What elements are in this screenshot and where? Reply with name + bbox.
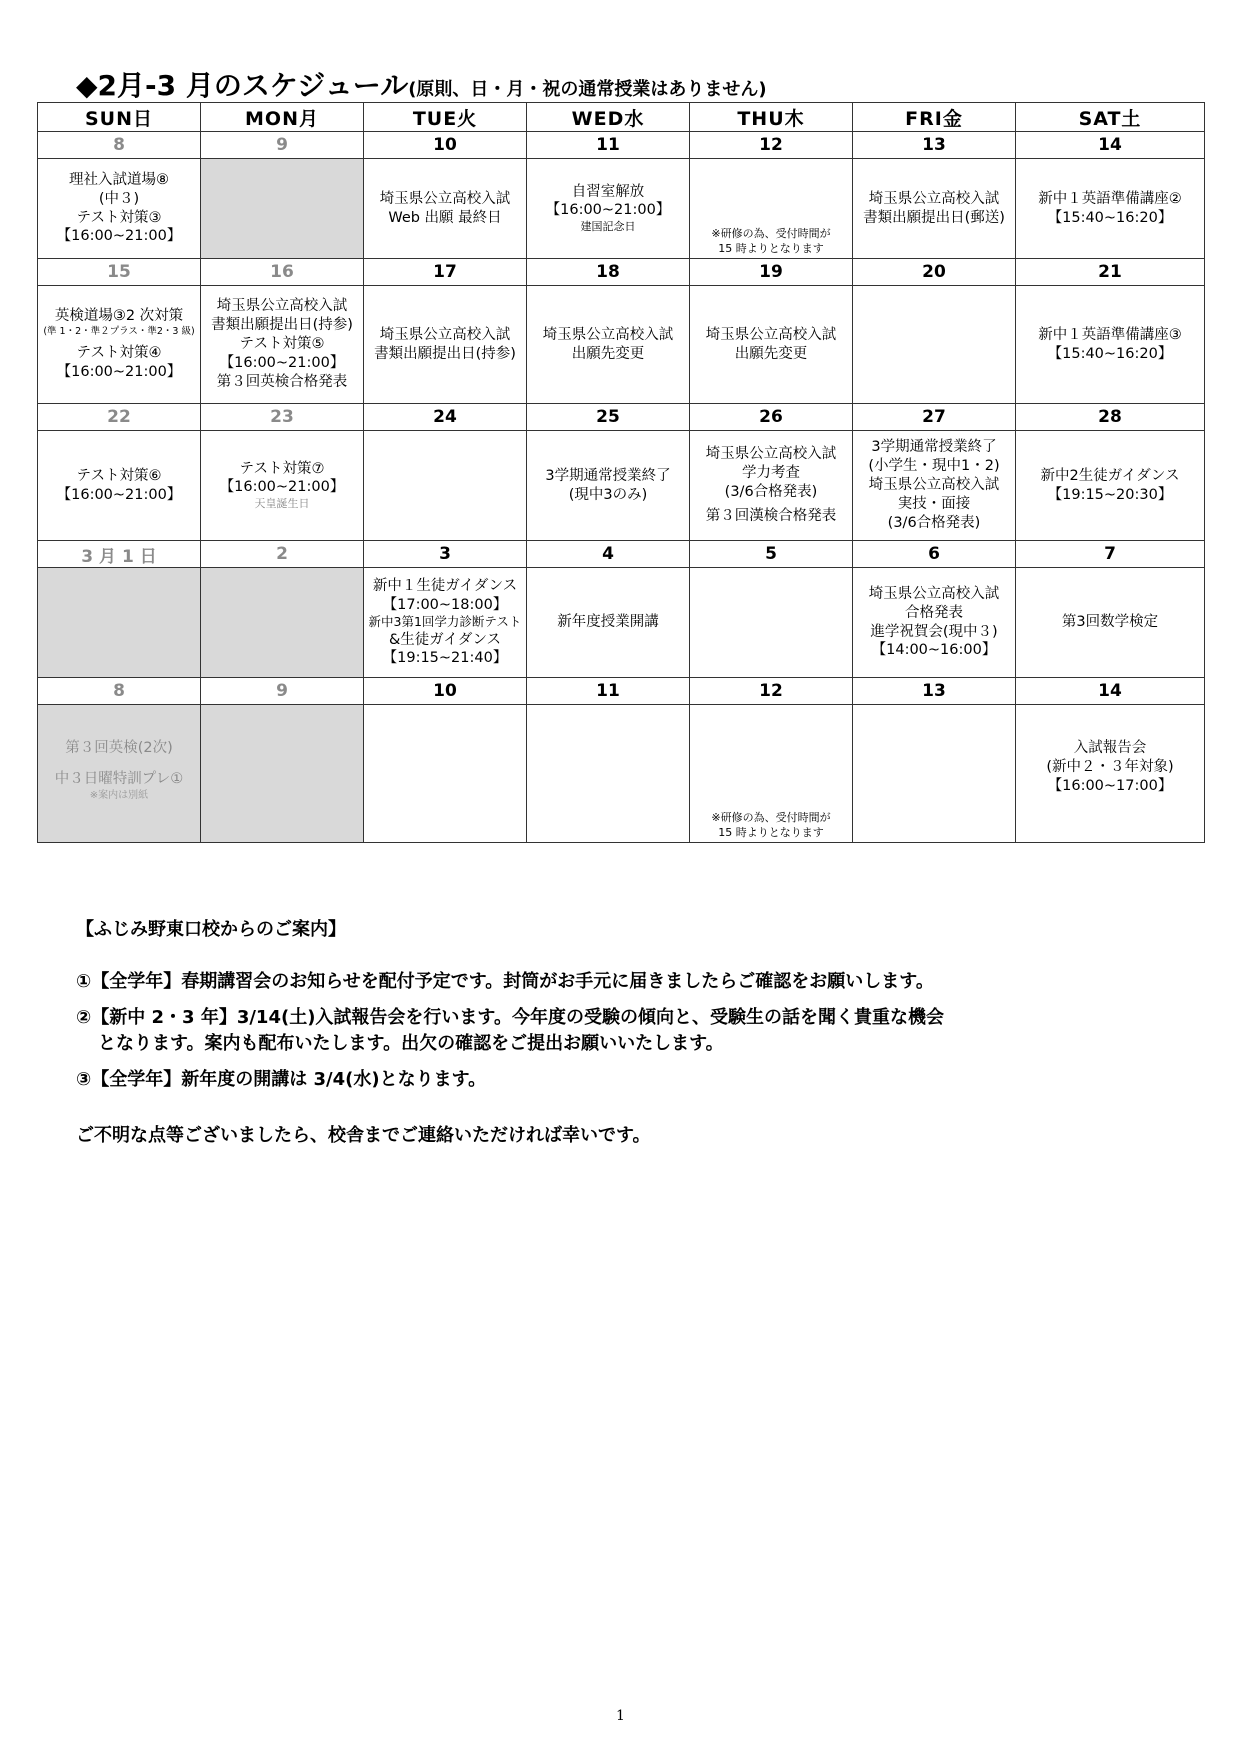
date-cell: 28 (1016, 404, 1205, 431)
event-text: 英検道場③2 次対策 (54, 308, 184, 325)
event-row-week1 (38, 159, 1205, 259)
event-text: (準 1・2・準２プラス・準2・3 級) (43, 325, 195, 337)
event-cell (38, 286, 201, 404)
event-text: &生徒ガイダンス (388, 631, 502, 648)
event-text: 【16:00~21:00】 (219, 354, 345, 371)
date-cell: 10 (364, 132, 527, 159)
event-text: (小学生・現中1・2) (868, 458, 1000, 475)
event-text: 入試報告会 (1073, 740, 1147, 756)
date-cell: 5 (690, 541, 853, 568)
notice-item-2-cont: となります。案内も配布いたします。出欠の確認をご提出お願いいたします。 (98, 1033, 724, 1055)
event-text: 実技・面接 (897, 495, 971, 512)
event-text: 3学期通常授業終了 (545, 467, 671, 484)
event-text: 埼玉県公立高校入試 (868, 585, 1000, 602)
event-text: 第３回英検(2次) (65, 740, 173, 757)
date-cell: 10 (364, 678, 527, 705)
event-text: 新中１英語準備講座② (1038, 190, 1182, 207)
event-cell (201, 286, 364, 404)
event-text: ※研修の為、受付時間が (711, 811, 831, 825)
date-cell: 15 (38, 259, 201, 286)
date-cell: 23 (201, 404, 364, 431)
event-text: 第３回英検合格発表 (216, 373, 348, 390)
date-cell: 17 (364, 259, 527, 286)
date-cell: 16 (201, 259, 364, 286)
event-cell (1016, 159, 1205, 259)
date-cell: 3 (364, 541, 527, 568)
event-text: 建国記念日 (580, 220, 636, 234)
schedule-title (76, 64, 767, 104)
event-text: 埼玉県公立高校入試 (705, 445, 837, 462)
event-cell-empty (201, 159, 364, 259)
event-cell (690, 159, 853, 259)
notice-closing: ご不明な点等ございましたら、校舎までご連絡いただければ幸いです。 (76, 1125, 651, 1147)
date-cell: 11 (527, 132, 690, 159)
weekday-fri: FRI金 (853, 103, 1016, 132)
event-cell (853, 568, 1016, 678)
event-text: 学力考査 (742, 464, 800, 481)
event-text: 新中3第1回学力診断テスト (368, 614, 522, 630)
date-cell: 22 (38, 404, 201, 431)
date-cell: 9 (201, 678, 364, 705)
schedule-title-note: (原則、日・月・祝の通常授業はありません) (408, 79, 767, 100)
date-cell: 7 (1016, 541, 1205, 568)
date-cell: 18 (527, 259, 690, 286)
event-text: (3/6合格発表) (887, 514, 981, 531)
event-text: 中３日曜特訓プレ① (54, 771, 184, 787)
page-number: 1 (616, 1708, 625, 1724)
event-text: Web 出願 最終日 (388, 209, 502, 226)
event-cell (201, 431, 364, 541)
date-cell: 24 (364, 404, 527, 431)
event-cell (38, 705, 201, 843)
notice-item-3: ③【全学年】新年度の開講は 3/4(水)となります。 (76, 1069, 487, 1091)
event-cell-empty (527, 705, 690, 843)
event-cell (853, 431, 1016, 541)
date-cell: 8 (38, 678, 201, 705)
event-text: (現中3のみ) (568, 486, 648, 503)
date-cell: 25 (527, 404, 690, 431)
event-text: 合格発表 (905, 604, 963, 621)
event-text: ※案内は別紙 (89, 789, 149, 801)
date-cell: 9 (201, 132, 364, 159)
event-cell-empty (364, 431, 527, 541)
event-cell (527, 568, 690, 678)
event-cell (38, 431, 201, 541)
event-text: 【16:00~21:00】 (56, 364, 182, 381)
event-text: 新中2生徒ガイダンス (1040, 467, 1180, 484)
event-text: 【19:15~21:40】 (382, 650, 508, 667)
notice-item-2: ②【新中 2・3 年】3/14(土)入試報告会を行います。今年度の受験の傾向と、受験生の話を聞く貴重な機会 (76, 1007, 944, 1029)
schedule-title-main: ◆2月-3 月のスケジュール (76, 69, 409, 102)
event-text: 埼玉県公立高校入試 (542, 326, 674, 343)
event-text: 新中１生徒ガイダンス (372, 577, 518, 594)
weekday-thu: THU木 (690, 103, 853, 132)
event-text: 3学期通常授業終了 (871, 439, 997, 456)
date-cell: 6 (853, 541, 1016, 568)
event-cell (364, 159, 527, 259)
event-text: テスト対策⑤ (239, 336, 325, 353)
event-text: 新中１英語準備講座③ (1038, 326, 1182, 343)
event-cell (364, 286, 527, 404)
event-text: 天皇誕生日 (254, 497, 310, 511)
event-text: 出願先変更 (571, 345, 645, 362)
event-text: 【15:40~16:20】 (1047, 345, 1173, 362)
event-text: ※研修の為、受付時間が (711, 227, 831, 241)
event-cell-empty (690, 568, 853, 678)
event-text: 書類出願提出日(持参) (211, 317, 353, 334)
event-text: 埼玉県公立高校入試 (379, 326, 511, 343)
event-text: 【16:00~21:00】 (545, 202, 671, 219)
event-text: 書類出願提出日(持参) (374, 345, 516, 362)
event-cell-empty (853, 705, 1016, 843)
event-cell (1016, 568, 1205, 678)
event-row-week2 (38, 286, 1205, 404)
event-text: 自習室解放 (571, 183, 645, 200)
date-row-week3 (38, 404, 1205, 431)
date-cell: 12 (690, 678, 853, 705)
event-text: テスト対策③ (76, 209, 162, 226)
event-text: 出願先変更 (734, 345, 808, 362)
event-cell (853, 159, 1016, 259)
date-row-week1 (38, 132, 1205, 159)
event-text: 埼玉県公立高校入試 (705, 326, 837, 343)
event-cell (690, 705, 853, 843)
event-cell (527, 431, 690, 541)
event-text: 新年度授業開講 (557, 614, 659, 631)
date-cell: 19 (690, 259, 853, 286)
event-text: テスト対策④ (76, 345, 162, 362)
event-cell (690, 286, 853, 404)
notice-heading: 【ふじみ野東口校からのご案内】 (76, 919, 346, 940)
event-row-week3 (38, 431, 1205, 541)
event-text: 進学祝賀会(現中３) (870, 623, 998, 640)
event-text: 【15:40~16:20】 (1047, 209, 1173, 226)
date-cell: 4 (527, 541, 690, 568)
date-cell: 2 (201, 541, 364, 568)
event-cell (690, 431, 853, 541)
event-text: 【16:00~21:00】 (56, 486, 182, 503)
event-text: (中３) (98, 190, 140, 207)
event-cell-empty (201, 568, 364, 678)
date-cell: 26 (690, 404, 853, 431)
event-text: (3/6合格発表) (724, 483, 818, 500)
event-text: 【17:00~18:00】 (382, 596, 508, 613)
event-cell (38, 159, 201, 259)
event-text: テスト対策⑥ (76, 467, 162, 484)
weekday-header-row (38, 103, 1205, 132)
event-row-week5 (38, 705, 1205, 843)
weekday-sat: SAT土 (1016, 103, 1205, 132)
event-text: 【16:00~21:00】 (56, 228, 182, 245)
event-text: 第3回数学検定 (1061, 614, 1159, 631)
event-text: 第３回漢検合格発表 (705, 508, 837, 525)
event-cell (1016, 431, 1205, 541)
event-text: 埼玉県公立高校入試 (379, 190, 511, 207)
event-cell (527, 286, 690, 404)
date-cell: 13 (853, 132, 1016, 159)
event-text: 15 時よりとなります (718, 825, 824, 839)
event-text: (新中２・３年対象) (1046, 758, 1174, 775)
event-cell (1016, 705, 1205, 843)
date-cell: 27 (853, 404, 1016, 431)
event-cell (364, 568, 527, 678)
event-text: テスト対策⑦ (239, 460, 325, 477)
event-text: 理社入試道場⑧ (69, 171, 169, 188)
event-text: 15 時よりとなります (718, 241, 824, 255)
date-row-week2 (38, 259, 1205, 286)
weekday-mon: MON月 (201, 103, 364, 132)
event-row-week4 (38, 568, 1205, 678)
date-cell: 3 月 1 日 (38, 541, 201, 568)
date-cell: 12 (690, 132, 853, 159)
event-cell (1016, 286, 1205, 404)
calendar-table (37, 102, 1205, 843)
date-cell: 21 (1016, 259, 1205, 286)
date-cell: 14 (1016, 132, 1205, 159)
weekday-sun: SUN日 (38, 103, 201, 132)
event-text: 埼玉県公立高校入試 (868, 190, 1000, 207)
event-text: 【14:00~16:00】 (871, 642, 997, 659)
date-cell: 8 (38, 132, 201, 159)
event-text: 【16:00~21:00】 (219, 479, 345, 496)
event-cell (527, 159, 690, 259)
weekday-tue: TUE火 (364, 103, 527, 132)
notice-item-1: ①【全学年】春期講習会のお知らせを配付予定です。封筒がお手元に届きましたらご確認をお願いします。 (76, 971, 934, 992)
notice-section (76, 915, 1176, 1147)
event-cell-empty (201, 705, 364, 843)
event-text: 【19:15~20:30】 (1047, 486, 1173, 503)
event-text: 書類出願提出日(郵送) (863, 209, 1005, 226)
event-text: 埼玉県公立高校入試 (868, 477, 1000, 494)
date-row-week5 (38, 678, 1205, 705)
date-cell: 14 (1016, 678, 1205, 705)
date-cell: 13 (853, 678, 1016, 705)
event-cell-empty (38, 568, 201, 678)
event-text: 埼玉県公立高校入試 (216, 298, 348, 315)
event-text: 【16:00~17:00】 (1047, 777, 1173, 794)
weekday-wed: WED水 (527, 103, 690, 132)
date-cell: 20 (853, 259, 1016, 286)
date-cell: 11 (527, 678, 690, 705)
event-cell-empty (364, 705, 527, 843)
event-cell-empty (853, 286, 1016, 404)
date-row-week4 (38, 541, 1205, 568)
